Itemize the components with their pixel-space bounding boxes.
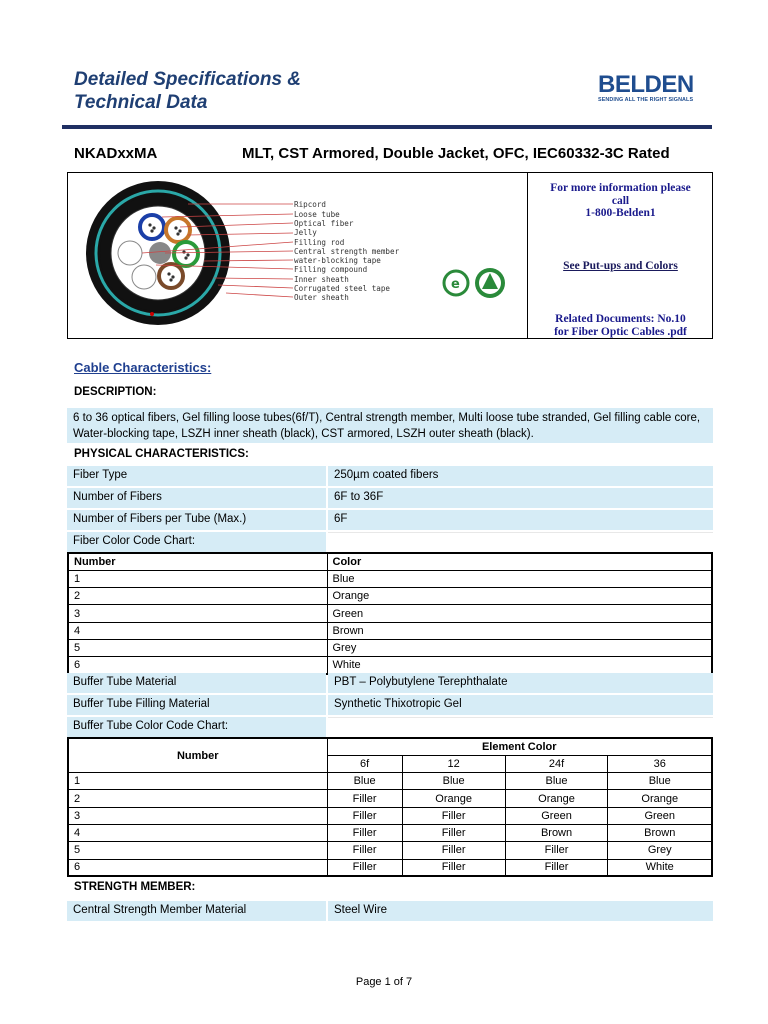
table-cell: Filler bbox=[402, 824, 505, 841]
table-cell: 6 bbox=[68, 859, 327, 876]
table-row bbox=[68, 588, 712, 605]
tube-brown bbox=[159, 264, 183, 288]
table-cell: Blue bbox=[327, 570, 712, 587]
table-cell: 6 bbox=[68, 657, 327, 674]
buffer-tube-color-table bbox=[67, 737, 713, 877]
table-cell: Green bbox=[608, 807, 712, 824]
figure-label: Central strength member bbox=[294, 247, 400, 256]
description-text: 6 to 36 optical fibers, Gel filling loose tubes(6f/T), Central strength member, Multi loose tube stranded, Gel filling cable core, Water-blocking tape, LSZH inner sheath (black), CST armored, LSZH outer sheath (black). bbox=[67, 408, 713, 443]
table-cell: Filler bbox=[327, 790, 402, 807]
table-cell: 1 bbox=[68, 773, 327, 790]
table-row bbox=[68, 639, 712, 656]
column-header: Color bbox=[327, 553, 712, 570]
table-cell: Filler bbox=[327, 807, 402, 824]
figure-label: Filling compound bbox=[294, 265, 368, 274]
call-line-1: For more information please bbox=[550, 182, 691, 194]
cable-figure-box bbox=[67, 172, 713, 339]
table-cell: Brown bbox=[327, 622, 712, 639]
figure-label: Corrugated steel tape bbox=[294, 284, 391, 293]
product-code: NKADxxMA bbox=[74, 145, 158, 162]
spec-value: PBT – Polybutylene Terephthalate bbox=[328, 673, 713, 693]
table-header-row bbox=[68, 553, 712, 570]
column-header: Number bbox=[68, 738, 327, 773]
figure-label: Outer sheath bbox=[294, 293, 349, 302]
spec-name: Buffer Tube Color Code Chart: bbox=[67, 717, 326, 737]
cable-cross-section bbox=[68, 173, 526, 338]
column-header: 36 bbox=[608, 755, 712, 772]
logo-word: BELDEN bbox=[598, 71, 694, 98]
call-line-2: call bbox=[611, 194, 630, 207]
contact-panel bbox=[528, 173, 713, 338]
table-cell: 5 bbox=[68, 639, 327, 656]
figure-label: Filling rod bbox=[294, 238, 345, 247]
table-row bbox=[68, 824, 712, 841]
table-cell: 5 bbox=[68, 842, 327, 859]
table-row bbox=[68, 842, 712, 859]
table-cell: Blue bbox=[505, 773, 608, 790]
column-header: Number bbox=[68, 553, 327, 570]
spec-value bbox=[328, 532, 713, 552]
table-header-row bbox=[68, 738, 712, 755]
table-cell: Filler bbox=[327, 842, 402, 859]
spec-value: 250µm coated fibers bbox=[328, 466, 713, 486]
spec-name: Fiber Type bbox=[67, 466, 326, 486]
figure-label: Jelly bbox=[294, 228, 317, 237]
figure-label: Optical fiber bbox=[294, 219, 354, 228]
filling-rod-1 bbox=[132, 265, 156, 289]
svg-text:e: e bbox=[451, 277, 460, 292]
table-cell: Brown bbox=[505, 824, 608, 841]
table-cell: Green bbox=[505, 807, 608, 824]
table-cell: Blue bbox=[402, 773, 505, 790]
strength-member-label: STRENGTH MEMBER: bbox=[74, 881, 196, 893]
title-line-2: Technical Data bbox=[74, 92, 208, 113]
table-cell: Orange bbox=[327, 588, 712, 605]
table-cell: Filler bbox=[505, 842, 608, 859]
spec-name: Fiber Color Code Chart: bbox=[67, 532, 326, 552]
physical-characteristics-label: PHYSICAL CHARACTERISTICS: bbox=[74, 448, 249, 460]
tube-blue bbox=[140, 215, 164, 239]
table-cell: Blue bbox=[327, 773, 402, 790]
table-cell: Brown bbox=[608, 824, 712, 841]
table-cell: Blue bbox=[608, 773, 712, 790]
table-cell: 4 bbox=[68, 824, 327, 841]
table-cell: Green bbox=[327, 605, 712, 622]
spec-row-number-of-fibers bbox=[67, 488, 713, 508]
table-cell: 2 bbox=[68, 588, 327, 605]
spec-name: Buffer Tube Material bbox=[67, 673, 326, 693]
green-cert-icon bbox=[475, 268, 505, 298]
table-cell: Filler bbox=[402, 859, 505, 876]
document-title bbox=[74, 68, 301, 114]
spec-row-fibers-per-tube bbox=[67, 510, 713, 530]
spec-value: 6F to 36F bbox=[328, 488, 713, 508]
call-line-3: 1-800-Belden1 bbox=[585, 207, 656, 219]
table-cell: Orange bbox=[402, 790, 505, 807]
header-rule bbox=[62, 125, 712, 129]
table-cell: Filler bbox=[327, 859, 402, 876]
table-cell: 3 bbox=[68, 807, 327, 824]
spec-value bbox=[328, 717, 713, 737]
spec-value: Steel Wire bbox=[328, 901, 713, 921]
belden-logo bbox=[598, 71, 704, 104]
table-row bbox=[68, 807, 712, 824]
spec-row-buffer-color-chart bbox=[67, 717, 713, 737]
figure-label: Loose tube bbox=[294, 210, 340, 219]
figure-label: Inner sheath bbox=[294, 275, 349, 284]
page-number: Page 1 of 7 bbox=[355, 976, 413, 988]
spec-value: Synthetic Thixotropic Gel bbox=[328, 695, 713, 715]
column-header: 12 bbox=[402, 755, 505, 772]
related-documents[interactable] bbox=[528, 313, 713, 338]
table-cell: Grey bbox=[608, 842, 712, 859]
table-cell: White bbox=[327, 657, 712, 674]
group-header: Element Color bbox=[327, 738, 712, 755]
spec-value: 6F bbox=[328, 510, 713, 530]
spec-name: Buffer Tube Filling Material bbox=[67, 695, 326, 715]
table-row bbox=[68, 657, 712, 674]
table-cell: 3 bbox=[68, 605, 327, 622]
table-row bbox=[68, 622, 712, 639]
spec-row-strength-member bbox=[67, 901, 713, 921]
table-cell: 2 bbox=[68, 790, 327, 807]
table-cell: Filler bbox=[505, 859, 608, 876]
description-label: DESCRIPTION: bbox=[74, 386, 157, 398]
fiber-color-table bbox=[67, 552, 713, 675]
table-row bbox=[68, 605, 712, 622]
related-line-1: Related Documents: No.10 bbox=[555, 313, 686, 325]
title-line-1: Detailed Specifications & bbox=[74, 69, 302, 90]
spec-row-fiber-color-chart bbox=[67, 532, 713, 552]
column-header: 6f bbox=[327, 755, 402, 772]
table-cell: Orange bbox=[608, 790, 712, 807]
spec-name: Number of Fibers per Tube (Max.) bbox=[67, 510, 326, 530]
related-line-2: for Fiber Optic Cables .pdf bbox=[554, 325, 687, 338]
tube-orange bbox=[166, 218, 190, 242]
table-row bbox=[68, 773, 712, 790]
spec-name: Number of Fibers bbox=[67, 488, 326, 508]
filling-rod-2 bbox=[118, 241, 142, 265]
table-cell: Grey bbox=[327, 639, 712, 656]
recycle-cert-icon bbox=[444, 271, 468, 295]
table-cell: Filler bbox=[402, 842, 505, 859]
tube-green bbox=[174, 242, 198, 266]
table-cell: Orange bbox=[505, 790, 608, 807]
table-cell: Filler bbox=[327, 824, 402, 841]
column-header: 24f bbox=[505, 755, 608, 772]
ripcord-shape bbox=[150, 312, 154, 316]
spec-row-buffer-tube-filling bbox=[67, 695, 713, 715]
figure-label: Ripcord bbox=[294, 200, 327, 209]
table-row bbox=[68, 570, 712, 587]
putups-link[interactable]: See Put-ups and Colors bbox=[563, 260, 678, 272]
figure-label: water-blocking tape bbox=[294, 256, 381, 265]
product-description: MLT, CST Armored, Double Jacket, OFC, IEC60332-3C Rated bbox=[242, 145, 670, 162]
table-row bbox=[68, 790, 712, 807]
table-cell: 1 bbox=[68, 570, 327, 587]
call-info bbox=[528, 182, 713, 220]
logo-tagline: SENDING ALL THE RIGHT SIGNALS bbox=[598, 97, 694, 103]
spec-row-buffer-tube-material bbox=[67, 673, 713, 693]
table-cell: 4 bbox=[68, 622, 327, 639]
table-cell: White bbox=[608, 859, 712, 876]
spec-name: Central Strength Member Material bbox=[67, 901, 326, 921]
product-line bbox=[74, 145, 714, 165]
cable-characteristics-heading[interactable]: Cable Characteristics: bbox=[74, 360, 212, 375]
table-cell: Filler bbox=[402, 807, 505, 824]
table-row bbox=[68, 859, 712, 876]
spec-row-fiber-type bbox=[67, 466, 713, 486]
